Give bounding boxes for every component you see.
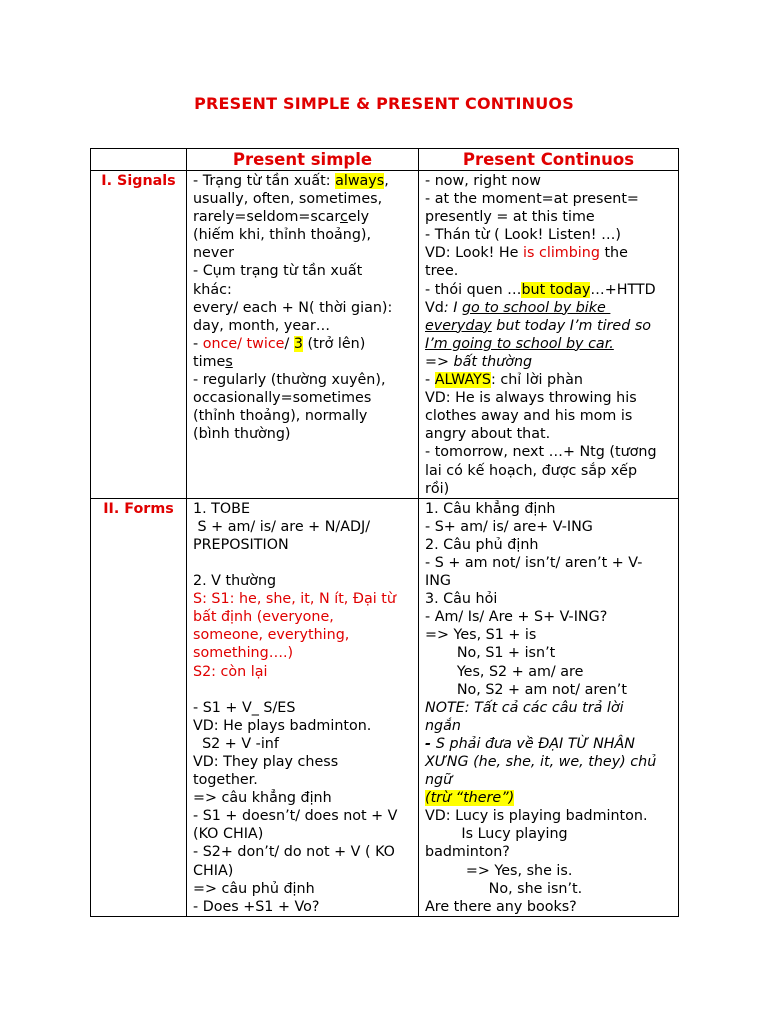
header-empty-cell xyxy=(91,149,187,171)
text-line xyxy=(193,407,412,425)
text-line xyxy=(193,699,412,717)
text-run: ely xyxy=(347,209,370,226)
text-line xyxy=(425,208,672,226)
text-line xyxy=(425,663,672,681)
text-line xyxy=(193,281,412,299)
text-line xyxy=(425,554,672,572)
text-line xyxy=(193,735,412,753)
text-line xyxy=(425,699,672,717)
text-line xyxy=(425,244,672,262)
text-run: , xyxy=(384,173,389,189)
text-run: - S+ am/ is/ are+ V-ING xyxy=(425,518,593,535)
text-line xyxy=(193,317,412,335)
text-line xyxy=(193,663,412,681)
text-run: is climbing xyxy=(523,245,600,262)
text-line xyxy=(425,789,672,807)
text-line xyxy=(425,862,672,880)
text-run: (bình thường) xyxy=(193,426,291,443)
text-line xyxy=(425,281,672,299)
forms-row xyxy=(91,498,679,916)
text-line xyxy=(425,898,672,916)
text-run: S2: còn lại xyxy=(193,663,268,680)
text-line xyxy=(193,880,412,898)
text-run: Vd xyxy=(425,299,444,316)
text-line xyxy=(425,480,672,498)
text-run: => Yes, she is. xyxy=(425,862,573,879)
text-run: …+HTTD xyxy=(590,281,656,298)
text-run: S2 + V -inf xyxy=(193,735,279,752)
text-line xyxy=(425,626,672,644)
text-line xyxy=(193,862,412,880)
text-line xyxy=(425,807,672,825)
grammar-table xyxy=(90,148,679,917)
text-run: VD: Lucy is playing badminton. xyxy=(425,808,648,825)
text-line xyxy=(193,335,412,353)
text-run: - xyxy=(425,735,436,752)
text-line xyxy=(193,717,412,735)
text-run: tree. xyxy=(425,263,459,280)
text-line xyxy=(193,262,412,280)
text-run: (trở lên) xyxy=(302,335,366,352)
text-line xyxy=(425,443,672,461)
text-run: bất định (everyone, xyxy=(193,609,334,626)
text-line xyxy=(425,753,672,771)
text-run: Yes, S2 + am/ are xyxy=(425,663,584,680)
text-run: together. xyxy=(193,772,258,789)
text-line xyxy=(193,771,412,789)
text-run: 2. Câu phủ định xyxy=(425,536,539,553)
text-run: clothes away and his mom is xyxy=(425,408,633,425)
text-line xyxy=(193,371,412,389)
forms-continuous-cell xyxy=(419,498,679,916)
text-line xyxy=(193,536,412,554)
text-run: - Cụm trạng từ tần xuất xyxy=(193,263,363,280)
signals-simple-cell xyxy=(187,171,419,499)
forms-label: II. Forms xyxy=(91,498,187,916)
text-line xyxy=(193,389,412,407)
text-line xyxy=(193,644,412,662)
text-line xyxy=(425,462,672,480)
text-line xyxy=(425,226,672,244)
text-run: badminton? xyxy=(425,844,510,861)
text-run: - S1 + V_ S/ES xyxy=(193,699,296,716)
text-line xyxy=(193,572,412,590)
text-line xyxy=(193,626,412,644)
text-line xyxy=(193,807,412,825)
text-run: (thỉnh thoảng), normally xyxy=(193,408,368,425)
text-run: someone, everything, xyxy=(193,627,350,644)
text-run: always xyxy=(335,173,385,189)
text-line xyxy=(425,190,672,208)
text-run: (hiếm khi, thỉnh thoảng), xyxy=(193,227,372,244)
text-line xyxy=(425,735,672,753)
text-line xyxy=(193,898,412,916)
text-run: time xyxy=(193,353,226,370)
text-line xyxy=(193,789,412,807)
text-run: S phải đưa về ĐẠI TỪ NHÂN xyxy=(435,735,636,752)
text-run: - S + am not/ isn’t/ aren’t + V- xyxy=(425,554,643,571)
text-run: 3 xyxy=(293,335,303,352)
header-present-simple: Present simple xyxy=(187,149,419,171)
text-run: - Thán từ ( Look! Listen! …) xyxy=(425,227,621,244)
text-run: - S2+ don’t/ do not + V ( KO xyxy=(193,844,395,861)
text-run: - S1 + doesn’t/ does not + V xyxy=(193,808,398,825)
signals-row xyxy=(91,171,679,499)
text-run: bất thường xyxy=(453,353,533,370)
text-run: ngữ xyxy=(425,772,453,789)
text-run: occasionally=sometimes xyxy=(193,390,372,407)
text-run: ngắn xyxy=(425,717,461,734)
text-run: something….) xyxy=(193,645,294,662)
text-run: angry about that. xyxy=(425,426,551,443)
text-run: VD: He plays badminton. xyxy=(193,717,372,734)
text-run: day, month, year… xyxy=(193,317,331,334)
text-run: VD: He is always throwing his xyxy=(425,390,637,407)
text-run: (KO CHIA) xyxy=(193,826,264,843)
text-run: - now, right now xyxy=(425,173,541,189)
text-run: - Am/ Is/ Are + S+ V-ING? xyxy=(425,609,608,626)
text-line xyxy=(425,536,672,554)
text-line xyxy=(425,771,672,789)
text-run: PREPOSITION xyxy=(193,536,289,553)
text-run: s xyxy=(225,353,233,370)
text-line xyxy=(425,172,672,190)
text-run: presently = at this time xyxy=(425,209,595,226)
text-line xyxy=(193,554,412,572)
text-run: S + am/ is/ are + N/ADJ/ xyxy=(193,518,371,535)
text-run: NOTE: Tất cả các câu trả lời xyxy=(425,699,624,716)
forms-simple-text xyxy=(193,500,412,916)
text-run: go to school by bike xyxy=(461,299,611,316)
text-line xyxy=(193,590,412,608)
signals-continuous-text xyxy=(425,172,672,498)
text-line xyxy=(193,244,412,262)
text-run: No, S1 + isn’t xyxy=(425,645,556,662)
text-line xyxy=(425,299,672,317)
text-run: - xyxy=(425,372,435,389)
text-run: / xyxy=(284,335,294,352)
text-line xyxy=(425,500,672,518)
text-run: rồi) xyxy=(425,480,450,497)
text-run: - xyxy=(193,335,203,352)
text-line xyxy=(193,843,412,861)
text-line xyxy=(193,425,412,443)
text-line xyxy=(425,717,672,735)
text-line xyxy=(193,172,412,190)
signals-label: I. Signals xyxy=(91,171,187,499)
text-run: Is Lucy playing xyxy=(425,826,568,843)
text-line xyxy=(425,518,672,536)
text-run: => câu khẳng định xyxy=(193,790,332,807)
text-line xyxy=(425,590,672,608)
text-line xyxy=(425,389,672,407)
text-run: => Yes, S1 + is xyxy=(425,627,537,644)
text-run: XƯNG (he, she, it, we, they) chủ xyxy=(425,754,657,770)
text-run: once/ twice xyxy=(202,335,285,352)
text-run: VD: They play chess xyxy=(193,754,339,770)
text-run: S: S1: he, she, it, N ít, Đại từ xyxy=(193,591,396,608)
text-run: the xyxy=(599,245,628,262)
text-line xyxy=(193,208,412,226)
text-run: rarely=seldom=scar xyxy=(193,209,340,226)
text-run: - Does +S1 + Vo? xyxy=(193,898,320,915)
text-run: => xyxy=(425,353,454,370)
text-run: => câu phủ định xyxy=(193,880,315,897)
page-title: PRESENT SIMPLE & PRESENT CONTINUOS xyxy=(194,94,574,113)
forms-continuous-text xyxy=(425,500,672,916)
text-run: but today I’m tired so xyxy=(491,317,652,334)
text-run: - Trạng từ tần xuất: xyxy=(193,173,336,189)
text-line xyxy=(425,353,672,371)
text-line xyxy=(193,299,412,317)
text-line xyxy=(425,608,672,626)
text-line xyxy=(425,335,672,353)
text-line xyxy=(425,572,672,590)
text-run: Are there any books? xyxy=(425,898,577,915)
text-run: every/ each + N( thời gian): xyxy=(193,299,393,316)
text-run: : I xyxy=(443,299,462,316)
text-line xyxy=(193,825,412,843)
text-line xyxy=(193,753,412,771)
forms-simple-cell xyxy=(187,498,419,916)
text-run: 3. Câu hỏi xyxy=(425,591,498,608)
text-run: 2. V thường xyxy=(193,573,277,590)
text-run: ALWAYS xyxy=(434,372,491,389)
text-line xyxy=(193,190,412,208)
text-line xyxy=(425,681,672,699)
text-line xyxy=(425,825,672,843)
text-run: I’m going to school by car. xyxy=(425,335,614,352)
text-run: 1. Câu khẳng định xyxy=(425,500,556,517)
text-run: lai có kế hoạch, được sắp xếp xyxy=(425,462,638,479)
text-line xyxy=(425,843,672,861)
text-run: ING xyxy=(425,573,451,590)
signals-continuous-cell xyxy=(419,171,679,499)
text-line xyxy=(193,608,412,626)
text-run: VD: Look! He xyxy=(425,245,524,262)
text-run: never xyxy=(193,245,234,262)
text-line xyxy=(425,317,672,335)
text-run: - at the moment=at present= xyxy=(425,191,639,208)
text-run: CHIA) xyxy=(193,862,234,879)
text-run: - regularly (thường xuyên), xyxy=(193,372,386,389)
text-line xyxy=(425,371,672,389)
text-line xyxy=(193,518,412,536)
text-run: - tomorrow, next …+ Ntg (tương xyxy=(425,444,657,461)
text-run: khác: xyxy=(193,281,232,298)
header-row xyxy=(91,149,679,171)
text-run: 1. TOBE xyxy=(193,500,251,517)
text-run: everyday xyxy=(425,317,492,334)
text-run: No, she isn’t. xyxy=(425,880,583,897)
text-line xyxy=(425,262,672,280)
signals-simple-text xyxy=(193,172,412,443)
text-line xyxy=(425,425,672,443)
text-line xyxy=(193,500,412,518)
header-present-continuous: Present Continuos xyxy=(419,149,679,171)
text-run: No, S2 + am not/ aren’t xyxy=(425,681,627,698)
text-run: c xyxy=(340,209,348,226)
text-line xyxy=(425,644,672,662)
text-run: - thói quen … xyxy=(425,281,522,298)
text-line xyxy=(193,353,412,371)
text-line xyxy=(193,681,412,699)
text-run: (trừ “there”) xyxy=(425,790,515,807)
text-run: : chỉ lời phàn xyxy=(490,372,583,389)
text-run: but today xyxy=(521,281,591,298)
text-line xyxy=(425,407,672,425)
text-line xyxy=(425,880,672,898)
text-run: usually, often, sometimes, xyxy=(193,191,383,208)
text-line xyxy=(193,226,412,244)
